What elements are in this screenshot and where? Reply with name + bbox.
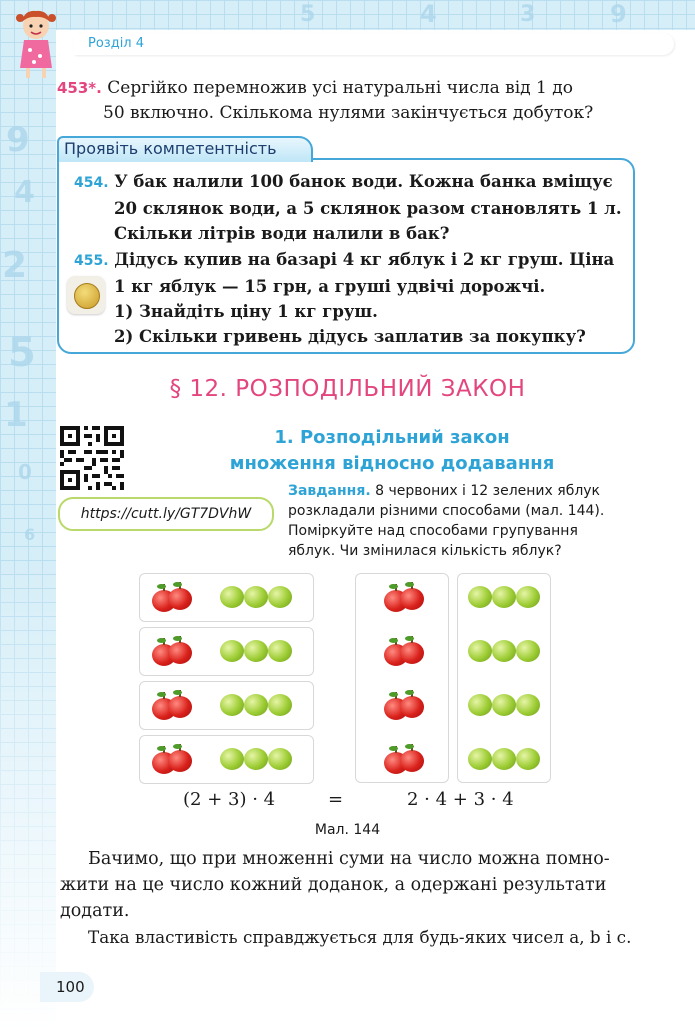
figure-caption: Мал. 144 <box>314 822 381 838</box>
green-apple-icon <box>268 748 292 770</box>
red-apple-icon <box>168 642 192 664</box>
green-apple-icon <box>492 640 516 662</box>
red-apple-icon <box>400 750 424 772</box>
red-apple-icon <box>168 588 192 610</box>
problem-text: 1 кг яблук — 15 грн, а груші удвічі дорожчі. <box>114 277 546 296</box>
problem-text: 1) Знайдіть ціну 1 кг груш. <box>114 302 378 321</box>
problem-453 <box>57 76 593 126</box>
green-apple-icon <box>220 748 244 770</box>
decor-digit: 3 <box>520 2 536 27</box>
red-apple-icon <box>400 642 424 664</box>
problem-455 <box>74 247 614 349</box>
red-apple-icon <box>400 696 424 718</box>
green-apple-icon <box>244 586 268 608</box>
formula-right: 2 · 4 + 3 · 4 <box>407 789 514 810</box>
problem-text: Сергійко перемножив усі натуральні числа від 1 до <box>107 78 573 98</box>
body-line: додати. <box>60 901 130 921</box>
green-apple-icon <box>468 694 492 716</box>
green-apple-icon <box>220 586 244 608</box>
problem-text: 2) Скільки гривень дідусь заплатив за покупку? <box>114 327 586 346</box>
red-apple-icon <box>168 750 192 772</box>
red-apple-icon <box>400 588 424 610</box>
green-apple-icon <box>268 586 292 608</box>
problem-number: 453*. <box>57 79 102 97</box>
green-apple-icon <box>268 640 292 662</box>
apple-row-group <box>139 627 314 676</box>
task-line: Поміркуйте над способами групування <box>288 523 578 539</box>
problem-text: 20 склянок води, а 5 склянок разом становлять 1 л. <box>114 199 622 218</box>
green-apple-icon <box>492 694 516 716</box>
decor-digit: 4 <box>420 0 437 28</box>
page-number: 100 <box>40 972 94 1002</box>
decor-digit: 0 <box>18 460 32 484</box>
subsection-title: 1. Розподільний закон <box>274 427 510 448</box>
decor-digit: 5 <box>300 2 316 27</box>
body-text <box>60 846 640 950</box>
qr-code-icon[interactable] <box>60 426 124 490</box>
apple-row-group <box>139 735 314 784</box>
problem-number: 454. <box>74 175 109 191</box>
red-apple-column <box>355 573 449 783</box>
body-line: Бачимо, що при множенні суми на число можна помно- <box>88 849 610 869</box>
decor-digit: 4 <box>14 175 35 210</box>
green-apple-column <box>457 573 551 783</box>
green-apple-icon <box>244 748 268 770</box>
green-apple-icon <box>516 748 540 770</box>
decor-digit: 1 <box>4 395 28 435</box>
green-apple-icon <box>268 694 292 716</box>
green-apple-icon <box>468 586 492 608</box>
formula-equals: = <box>328 789 344 810</box>
decor-digit: 2 <box>2 245 28 286</box>
green-apple-icon <box>244 694 268 716</box>
task-line: 8 червоних і 12 зелених яблук <box>375 483 601 499</box>
green-apple-icon <box>516 640 540 662</box>
margin-fade <box>0 560 56 1030</box>
green-apple-icon <box>220 694 244 716</box>
green-apple-icon <box>516 694 540 716</box>
problem-text: У бак налили 100 банок води. Кожна банка вміщує <box>114 172 613 191</box>
task-label: Завдання. <box>288 483 371 499</box>
competence-tab-label: Проявіть компетентність <box>64 139 277 158</box>
green-apple-icon <box>468 640 492 662</box>
section-header-bar <box>74 33 674 55</box>
problem-text: Дідусь купив на базарі 4 кг яблук і 2 кг груш. Ціна <box>114 250 615 269</box>
green-apple-icon <box>468 748 492 770</box>
coin-icon <box>67 276 105 314</box>
decor-digit: 9 <box>610 0 627 28</box>
task-line: розкладали різними способами (мал. 144). <box>288 503 605 519</box>
task-text <box>288 481 634 561</box>
decor-digit: 5 <box>8 330 36 376</box>
green-apple-icon <box>492 748 516 770</box>
girl-mascot-icon <box>10 6 62 82</box>
section-label: Розділ 4 <box>88 36 145 51</box>
green-apple-icon <box>220 640 244 662</box>
problem-text: Скільки літрів води налили в бак? <box>114 224 450 243</box>
formula-left: (2 + 3) · 4 <box>183 789 276 810</box>
resource-link[interactable]: https://cutt.ly/GT7DVhW <box>58 497 274 531</box>
apple-row-group <box>139 573 314 622</box>
decor-digit: 6 <box>24 525 36 544</box>
problem-text: 50 включно. Скількома нулями закінчується добуток? <box>103 103 594 123</box>
decor-digit: 9 <box>6 120 30 160</box>
top-decor-strip <box>0 0 695 30</box>
problem-454 <box>74 169 622 246</box>
body-line: жити на це число кожний доданок, а одержані результати <box>60 875 607 895</box>
green-apple-icon <box>516 586 540 608</box>
subsection-title-line2: множення відносно додавання <box>229 453 555 474</box>
task-line: яблук. Чи змінилася кількість яблук? <box>288 543 562 559</box>
red-apple-icon <box>168 696 192 718</box>
problem-number: 455. <box>74 253 109 269</box>
green-apple-icon <box>492 586 516 608</box>
paragraph-title: § 12. РОЗПОДІЛЬНИЙ ЗАКОН <box>169 376 526 402</box>
green-apple-icon <box>244 640 268 662</box>
body-line: Така властивість справджується для будь-яких чисел a, b і c. <box>88 927 632 947</box>
apple-row-group <box>139 681 314 730</box>
